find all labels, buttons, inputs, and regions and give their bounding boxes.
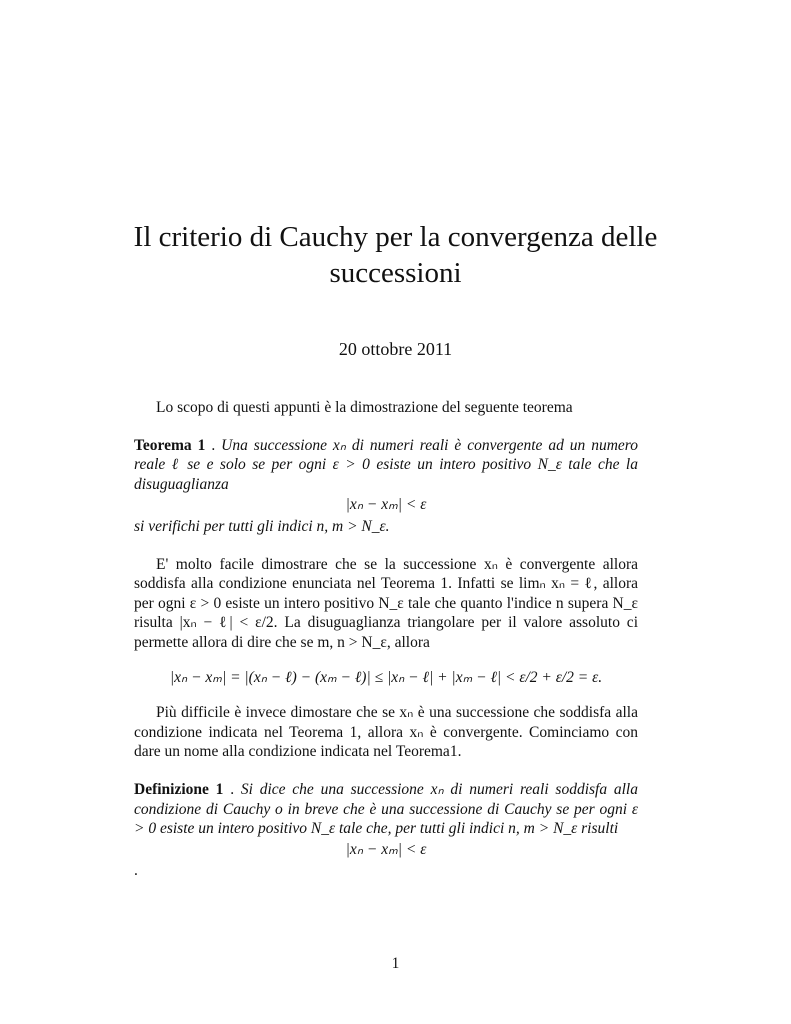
theorem-conclusion: si verifichi per tutti gli indici n, m > N_ε.: [134, 517, 390, 535]
document-date: 20 ottobre 2011: [338, 339, 453, 359]
page-number: 1: [391, 955, 400, 972]
theorem-formula: |xₙ − xₘ| < ε: [345, 496, 427, 514]
document-body: [134, 398, 638, 881]
theorem-separator: .: [205, 436, 222, 454]
definition-separator: .: [223, 780, 241, 798]
proof-hard-paragraph: Più difficile è invece dimostare che se xₙ è una successione che soddisfa alla condizione indicata nel Teorema 1, allora xₙ è convergente. Cominciamo con dare un nome alla condizione indicata nel Teorema1.: [134, 704, 638, 761]
definition-formula: |xₙ − xₘ| < ε: [345, 840, 427, 858]
definition-block: [134, 780, 638, 881]
proof-easy-paragraph: E' molto facile dimostrare che se la successione xₙ è convergente allora soddisfa alla condizione enunciata nel Teorema 1. Infatti se limₙ xₙ = ℓ, allora per ogni ε > 0 esiste un intero positivo N_ε tale che quanto l'indice n supera N_ε risulta |xₙ − ℓ| < ε/2. La disuguaglianza triangolare per il valore assoluto ci permette allora di dire che se m, n > N_ε, allora: [134, 555, 638, 651]
definition-trailing-dot: .: [134, 862, 138, 880]
definition-label: Definizione 1: [134, 780, 224, 798]
theorem-label: Teorema 1: [134, 436, 206, 454]
triangle-inequality-formula: |xₙ − xₘ| = |(xₙ − ℓ) − (xₘ − ℓ)| ≤ |xₙ − ℓ| + |xₘ − ℓ| < ε/2 + ε/2 = ε.: [169, 668, 603, 686]
definition-statement: Si dice che una successione xₙ di numeri reali soddisfa alla condizione di Cauchy o in breve che è una successione di Cauchy se per ogni ε > 0 esiste un intero positivo N_ε tale che, per tutti gli indici n, m > N_ε risulti: [134, 780, 638, 838]
theorem-block: [134, 436, 638, 537]
document-title: Il criterio di Cauchy per la convergenza delle successioni: [133, 221, 658, 289]
intro-paragraph: Lo scopo di questi appunti è la dimostrazione del seguente teorema: [156, 399, 573, 416]
theorem-statement: Una successione xₙ di numeri reali è convergente ad un numero reale ℓ se e solo se per ogni ε > 0 esiste un intero positivo N_ε tale che la disuguaglianza: [134, 436, 638, 493]
